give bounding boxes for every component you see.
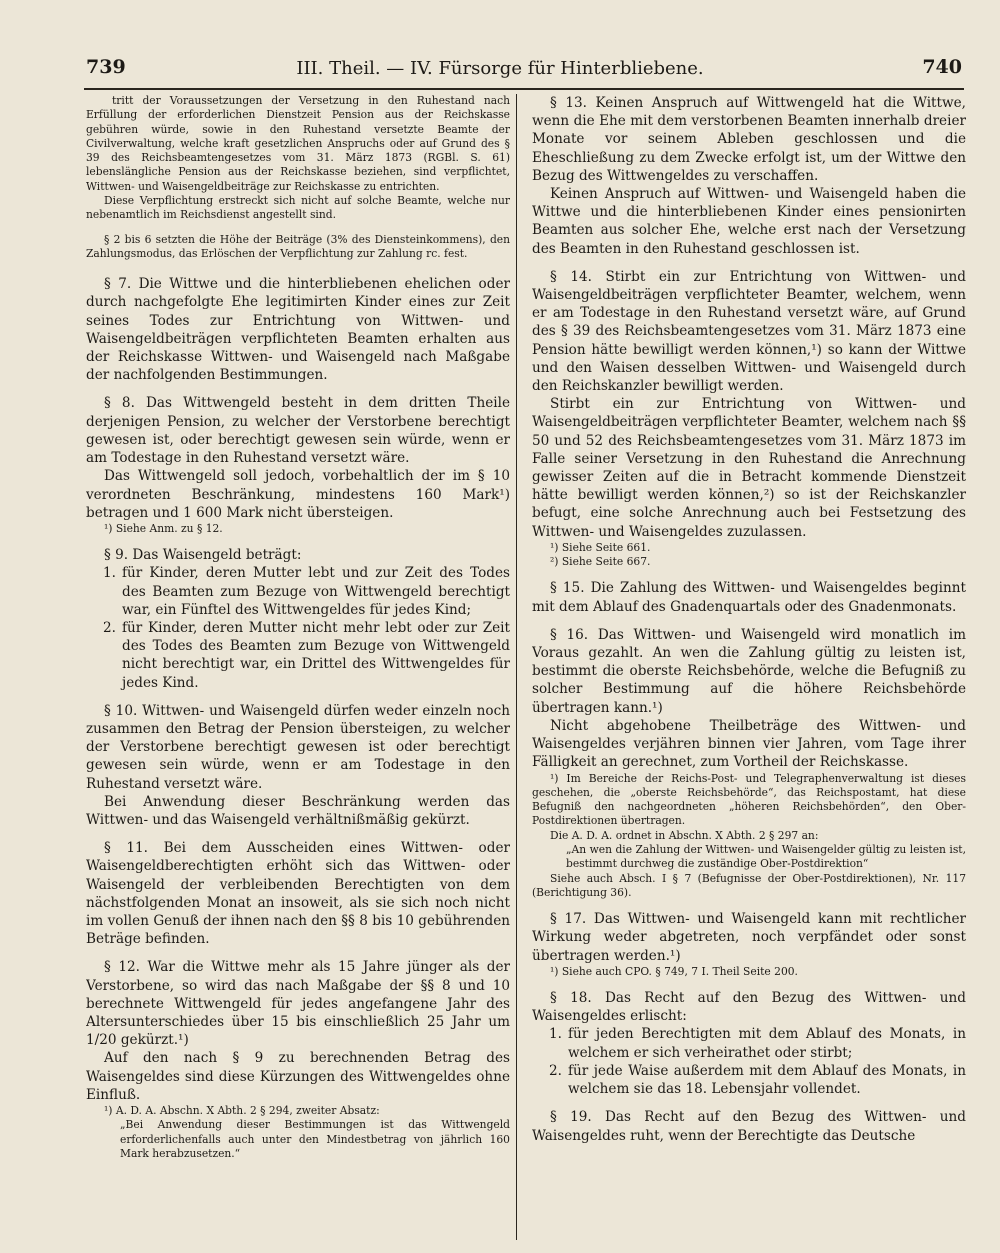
paragraph-intro: tritt der Voraussetzungen der Versetzung in den Ruhestand nach Erfüllung der erforderlichen Dienstzeit Pension aus der Reichskasse gebühren würde, sowie in den Ruhestand versetzte Beamte der Civilverwaltung, welche kraft gesetzlichen Anspruchs oder auf Grund des § 39 des Reichsbeamtengesetzes vom 31. März 1873 (RGBl. S. 61) lebenslängliche Pension aus der Reichskasse beziehen, sind verpflichtet, Wittwen- und Waisengeldbeiträge zur Reichskasse zu entrichten. xyxy=(86,94,510,193)
footnote-8: ¹) Siehe Anm. zu § 12. xyxy=(104,521,223,535)
section-18-item-1 xyxy=(532,1025,966,1061)
paragraph-intro-2: Diese Verpflichtung erstreckt sich nicht auf solche Beamte, welche nur nebenamtlich im Reichsdienst angestellt sind. xyxy=(86,194,510,222)
section-16: § 16. Das Wittwen- und Waisengeld wird monatlich im Voraus gezahlt. An wen die Zahlung gültig zu leisten ist, bestimmt die oberste Reichsbehörde, welche die Befugniß zu solcher Bestimmung auf die höhere Reichsbehörde übertragen kann.¹) xyxy=(532,626,966,716)
footnote-16-quote: „An wen die Zahlung der Wittwen- und Waisengelder gültig zu leisten ist, bestimmt durchweg die zuständige Ober-Postdirektion“ xyxy=(566,842,966,871)
section-13-para-2: Keinen Anspruch auf Wittwen- und Waisengeld haben die Wittwe und die hinterbliebenen Kinder eines pensionirten Beamten aus solcher Ehe, welche erst nach der Versetzung des Beamten in den Ruhestand geschlossen ist. xyxy=(532,186,966,257)
item-number: 1. xyxy=(103,565,116,582)
page-number-right: 740 xyxy=(922,56,962,78)
item-number: 2. xyxy=(549,1062,562,1079)
left-column xyxy=(86,94,510,1244)
right-column xyxy=(532,94,966,1244)
item-text: für jede Waise außerdem mit dem Ablauf des Monats, in welchem sie das 18. Lebensjahr vollendet. xyxy=(568,1062,966,1098)
running-title: III. Theil. — IV. Fürsorge für Hinterbliebene. xyxy=(296,58,704,79)
item-text: für Kinder, deren Mutter nicht mehr lebt oder zur Zeit des Todes des Beamten zum Bezuge von Wittwengeld nicht berechtigt war, ein Drittel des Wittwengeldes für jedes Kind. xyxy=(122,620,510,691)
section-19: § 19. Das Recht auf den Bezug des Wittwen- und Waisengeldes ruht, wenn der Berechtigte das Deutsche xyxy=(532,1109,966,1144)
item-text: für jeden Berechtigten mit dem Ablauf des Monats, in welchem er sich verheirathet oder stirbt; xyxy=(568,1026,966,1061)
section-16-para-2: Nicht abgehobene Theilbeträge des Wittwen- und Waisengeldes verjähren binnen vier Jahren, vom Tage ihrer Fälligkeit an gerechnet, zum Vortheil der Reichskasse. xyxy=(532,717,966,771)
item-number: 2. xyxy=(103,620,116,637)
section-9-item-1 xyxy=(86,564,510,619)
footnote-16-c: Siehe auch Absch. I § 7 (Befugnisse der Ober-Postdirektionen), Nr. 117 (Berichtigung 36). xyxy=(532,871,966,899)
section-12-para-2: Auf den nach § 9 zu berechnenden Betrag des Waisengeldes sind diese Kürzungen des Wittwengeldes ohne Einfluß. xyxy=(86,1050,510,1103)
section-8-para-2: Das Wittwengeld soll jedoch, vorbehaltlich der im § 10 verordneten Beschränkung, mindestens 160 Mark¹) betragen und 1 600 Mark nicht übersteigen. xyxy=(86,468,510,521)
page-header xyxy=(0,56,1000,86)
paragraph-2-bis-6: § 2 bis 6 setzten die Höhe der Beiträge (3% des Diensteinkommens), den Zahlungsmodus, das Erlöschen der Verpflichtung zur Zahlung rc. fest. xyxy=(86,232,510,260)
section-14-para-2: Stirbt ein zur Entrichtung von Wittwen- und Waisengeldbeiträgen verpflichteter Beamter, welchem nach §§ 50 und 52 des Reichsbeamtengesetzes vom 31. März 1873 im Falle seiner Versetzung in den Ruhestand die Anrechnung gewisser Zeiten auf die in Betracht kommende Dienstzeit hätte bewilligt werden können,²) so ist der Reichskanzler befugt, eine solche Anrechnung auch bei Festsetzung des Wittwen- und Waisengeldes zuzulassen. xyxy=(532,396,966,540)
footnote-16-b: Die A. D. A. ordnet in Abschn. X Abth. 2 § 297 an: xyxy=(550,828,819,842)
page-number-left: 739 xyxy=(86,56,126,78)
section-9: § 9. Das Waisengeld beträgt: xyxy=(104,547,302,564)
section-18: § 18. Das Recht auf den Bezug des Wittwen- und Waisengeldes erlischt: xyxy=(532,990,966,1025)
footnote-14-b: ²) Siehe Seite 667. xyxy=(550,555,651,569)
header-rule xyxy=(84,88,964,90)
section-13: § 13. Keinen Anspruch auf Wittwengeld hat die Wittwe, wenn die Ehe mit dem verstorbenen Beamten innerhalb dreier Monate vor seinem Ableben geschlossen und die Eheschließung zu dem Zwecke erfolgt ist, um der Wittwe den Bezug des Wittwengeldes zu verschaffen. xyxy=(532,95,966,184)
section-11: § 11. Bei dem Ausscheiden eines Wittwen- oder Waisengeldberechtigten erhöht sich das Wittwen- oder Waisengeld der verbleibenden Berechtigten von dem nächstfolgenden Monat an insoweit, als sie sich noch nicht im vollen Genuß der ihnen nach den §§ 8 bis 10 gebührenden Beträge befinden. xyxy=(86,840,510,948)
section-17: § 17. Das Wittwen- und Waisengeld kann mit rechtlicher Wirkung weder abgetreten, noch verpfändet oder sonst übertragen werden.¹) xyxy=(532,911,966,964)
item-text: für Kinder, deren Mutter lebt und zur Zeit des Todes des Beamten zum Bezuge von Wittwengeld berechtigt war, ein Fünftel des Wittwengeldes für jedes Kind; xyxy=(122,565,510,618)
footnote-12: ¹) A. D. A. Abschn. X Abth. 2 § 294, zweiter Absatz: xyxy=(104,1104,380,1118)
section-15: § 15. Die Zahlung des Wittwen- und Waisengeldes beginnt mit dem Ablauf des Gnadenquartals oder des Gnadenmonats. xyxy=(532,580,966,615)
footnote-12-quote: „Bei Anwendung dieser Bestimmungen ist das Wittwengeld erforderlichenfalls auch unter den Mindestbetrag von jährlich 160 Mark herabzusetzen.“ xyxy=(120,1118,510,1160)
section-10-para-2: Bei Anwendung dieser Beschränkung werden das Wittwen- und das Waisengeld verhältnißmäßig gekürzt. xyxy=(86,793,510,829)
item-number: 1. xyxy=(549,1026,562,1043)
footnote-17: ¹) Siehe auch CPO. § 749, 7 I. Theil Seite 200. xyxy=(550,964,798,978)
footnote-16: ¹) Im Bereiche der Reichs-Post- und Telegraphenverwaltung ist dieses geschehen, die „oberste Reichsbehörde“, das Reichspostamt, hat diese Befugniß den nachgeordneten „höheren Reichsbehörden“, den Ober-Postdirektionen übertragen. xyxy=(532,771,966,828)
section-12: § 12. War die Wittwe mehr als 15 Jahre jünger als der Verstorbene, so wird das nach Maßgabe der §§ 8 und 10 berechnete Wittwengeld für jedes angefangene Jahr des Altersunterschiedes über 15 bis einschließlich 25 Jahr um 1/20 gekürzt.¹) xyxy=(86,959,510,1049)
section-7: § 7. Die Wittwe und die hinterbliebenen ehelichen oder durch nachgefolgte Ehe legitimirten Kinder eines zur Zeit seines Todes zur Entrichtung von Wittwen- und Waisengeldbeiträgen verpflichteten Beamten erhalten aus der Reichskasse Wittwen- und Waisengeld nach Maßgabe der nachfolgenden Bestimmungen. xyxy=(86,276,510,384)
section-9-item-2 xyxy=(86,619,510,692)
section-18-item-2 xyxy=(532,1062,966,1098)
column-divider xyxy=(516,94,517,1240)
section-8: § 8. Das Wittwengeld besteht in dem dritten Theile derjenigen Pension, zu welcher der Verstorbene berechtigt gewesen ist, oder berechtigt gewesen sein würde, wenn er am Todestage in den Ruhestand versetzt wäre. xyxy=(86,395,510,467)
section-14: § 14. Stirbt ein zur Entrichtung von Wittwen- und Waisengeldbeiträgen verpflichteter Beamter, welchem, wenn er am Todestage in den Ruhestand versetzt wäre, auf Grund des § 39 des Reichsbeamtengesetzes vom 31. März 1873 eine Pension hätte bewilligt werden können,¹) so kann der Wittwe und den Waisen desselben Wittwen- und Waisengeld durch den Reichskanzler bewilligt werden. xyxy=(532,268,966,395)
section-10: § 10. Wittwen- und Waisengeld dürfen weder einzeln noch zusammen den Betrag der Pension übersteigen, zu welcher der Verstorbene berechtigt gewesen ist oder berechtigt gewesen sein würde, wenn er am Todestage in den Ruhestand versetzt wäre. xyxy=(86,702,510,792)
footnote-14-a: ¹) Siehe Seite 661. xyxy=(550,540,651,554)
